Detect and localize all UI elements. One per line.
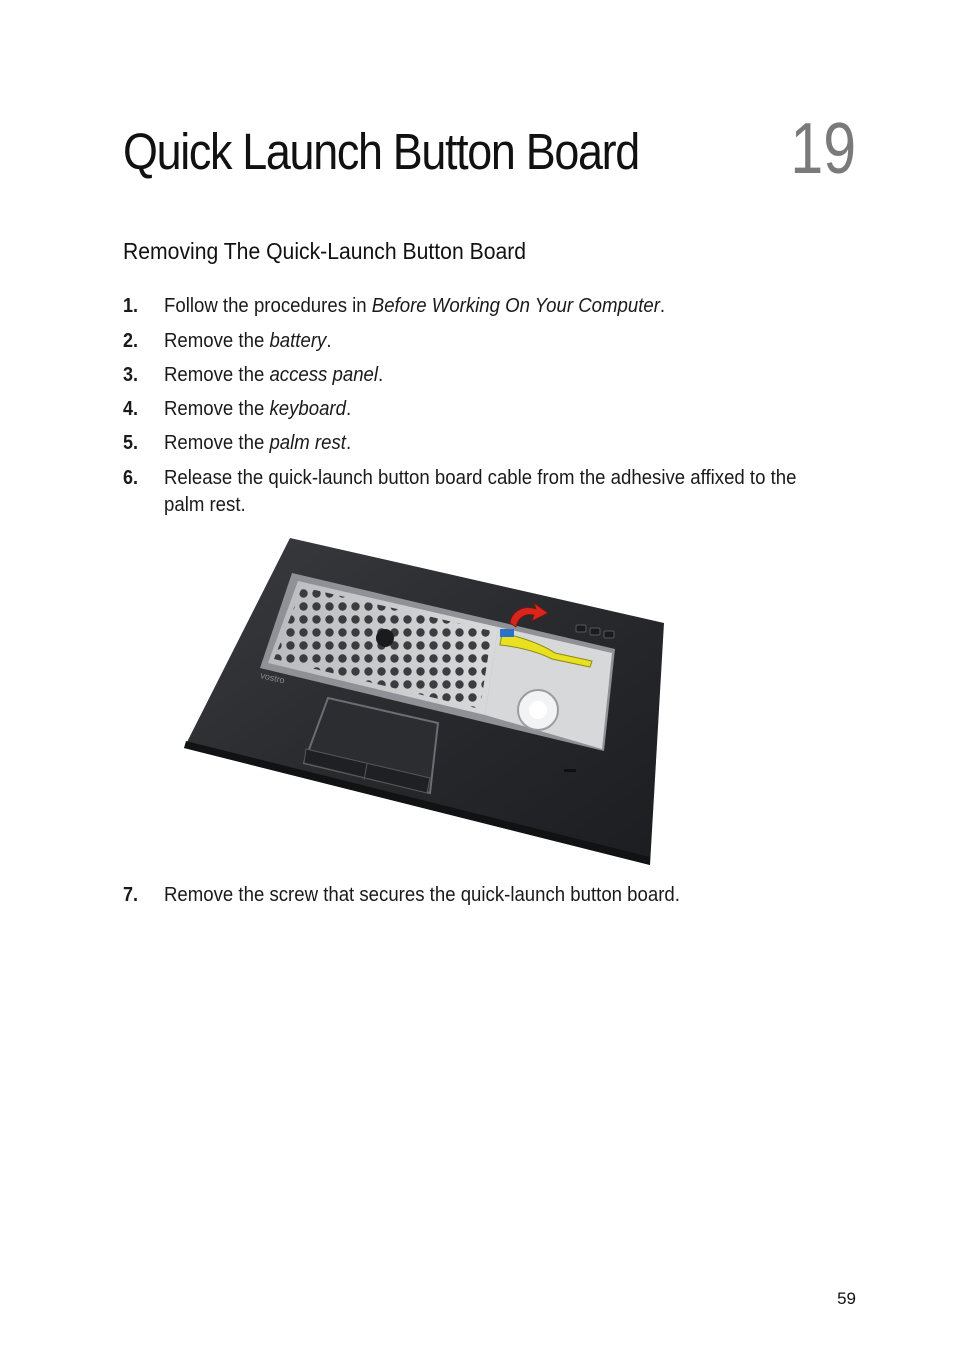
step-text: Release the quick-launch button board cable from the adhesive affixed to the palm rest.: [164, 467, 797, 516]
center-hole: [376, 629, 394, 647]
chapter-number: 19: [790, 109, 856, 189]
step-number: 6.: [123, 467, 139, 489]
step-7: [123, 882, 843, 909]
brand-logo: vostro: [259, 670, 286, 686]
step-text: Follow the procedures in Before Working On Your Computer.: [164, 295, 666, 317]
cross-reference-link[interactable]: access panel: [269, 364, 379, 386]
step-number: 4.: [123, 398, 139, 420]
status-light: [564, 769, 576, 772]
quick-launch-button: [590, 628, 600, 635]
step-text: Remove the screw that secures the quick-launch button board.: [164, 884, 680, 906]
step-6: [123, 465, 843, 519]
section-heading: Removing The Quick-Launch Button Board: [123, 238, 527, 264]
step-number: 3.: [123, 364, 139, 386]
palm-rest-illustration: [180, 535, 670, 865]
step-1: [123, 293, 843, 320]
step-number: 5.: [123, 432, 139, 454]
step-number: 1.: [123, 295, 139, 317]
step-2: [123, 328, 843, 355]
cross-reference-link[interactable]: Before Working On Your Computer: [371, 295, 660, 317]
step-text: Remove the keyboard.: [164, 398, 352, 420]
step-text: Remove the access panel.: [164, 364, 384, 386]
step-number: 2.: [123, 330, 139, 352]
step-text: Remove the battery.: [164, 330, 332, 352]
chapter-title: Quick Launch Button Board: [123, 123, 639, 180]
cable-connector: [500, 629, 514, 637]
quick-launch-button: [604, 631, 614, 638]
page-number: 59: [837, 1289, 856, 1308]
cross-reference-link[interactable]: battery: [269, 330, 327, 352]
quick-launch-button: [576, 625, 586, 632]
step-5: [123, 430, 843, 457]
step-text: Remove the palm rest.: [164, 432, 352, 454]
cross-reference-link[interactable]: keyboard: [269, 398, 346, 420]
step-number: 7.: [123, 884, 139, 906]
step-4: [123, 396, 843, 423]
cross-reference-link[interactable]: palm rest: [269, 432, 346, 454]
step-3: [123, 362, 843, 389]
